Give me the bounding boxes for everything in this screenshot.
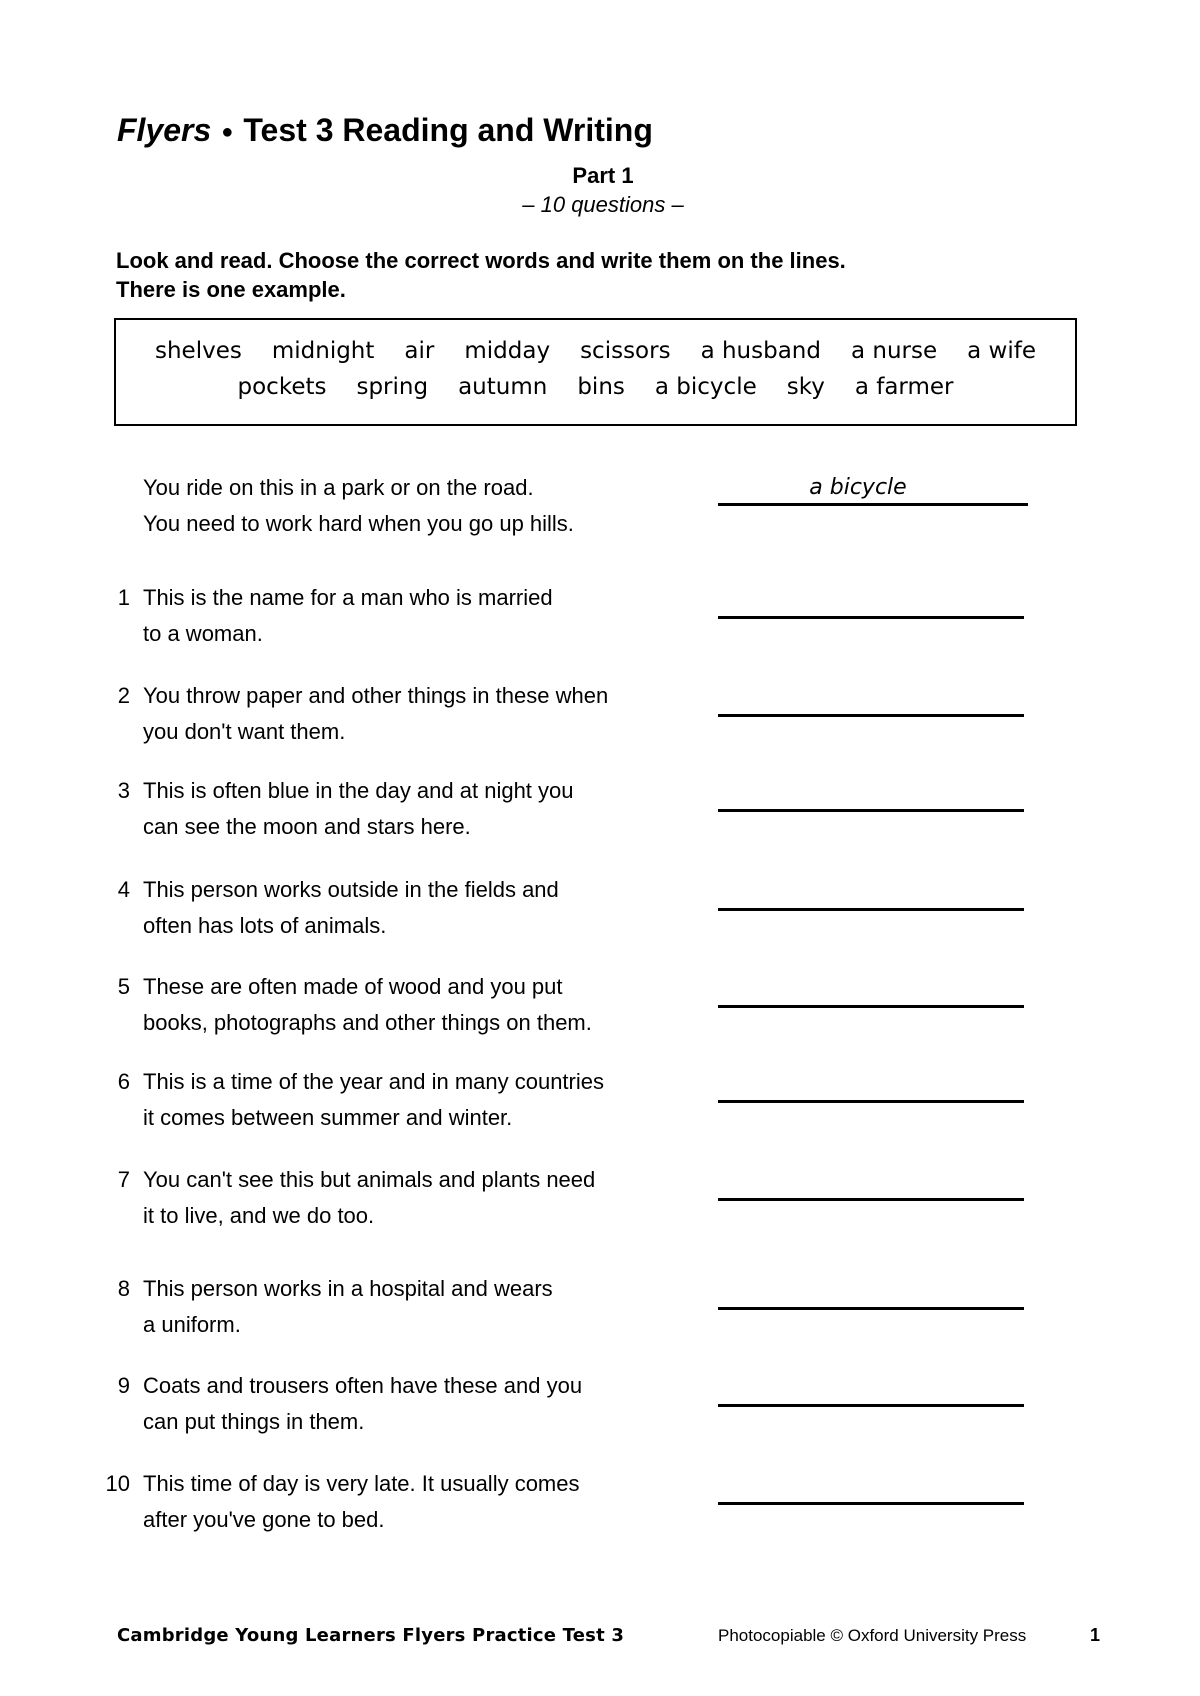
- footer-copyright: Photocopiable © Oxford University Press: [718, 1626, 1027, 1645]
- answer-line-4[interactable]: [718, 872, 1024, 911]
- question-line-1: You can't see this but animals and plants need: [143, 1167, 596, 1192]
- example-line-1: You ride on this in a park or on the road.: [143, 475, 534, 500]
- word-option: a wife: [967, 338, 1036, 364]
- question-line-1: This person works outside in the fields and: [143, 877, 559, 902]
- question-line-2: to a woman.: [143, 621, 263, 646]
- question-line-1: This is often blue in the day and at night you: [143, 778, 574, 803]
- question-number: 6: [117, 1069, 130, 1094]
- question-number: 2: [117, 683, 130, 708]
- word-option: shelves: [154, 338, 242, 364]
- answer-line-8[interactable]: [718, 1271, 1024, 1310]
- answer-line-6[interactable]: [718, 1064, 1024, 1103]
- answer-line-9[interactable]: [718, 1368, 1024, 1407]
- question-number: 7: [117, 1167, 130, 1192]
- word-option: spring: [356, 374, 429, 400]
- word-option: sky: [786, 374, 825, 400]
- question-line-1: This person works in a hospital and wears: [143, 1276, 553, 1301]
- word-option: midnight: [271, 338, 375, 364]
- question-number: 8: [117, 1276, 130, 1301]
- question-line-1: This time of day is very late. It usually comes: [143, 1471, 580, 1496]
- question-line-1: You throw paper and other things in these when: [143, 683, 609, 708]
- word-option: air: [404, 338, 435, 364]
- part-heading: Part 1: [572, 163, 634, 188]
- question-line-2: can see the moon and stars here.: [143, 814, 471, 839]
- question-number: 3: [117, 778, 130, 803]
- word-option: pockets: [237, 374, 327, 400]
- answer-line-3[interactable]: [718, 773, 1024, 812]
- question-number: 9: [117, 1373, 130, 1398]
- question-line-2: a uniform.: [143, 1312, 241, 1337]
- question-number: 1: [117, 585, 130, 610]
- answer-line-7[interactable]: [718, 1162, 1024, 1201]
- question-line-2: books, photographs and other things on them.: [143, 1010, 592, 1035]
- example-line-2: You need to work hard when you go up hills.: [143, 511, 574, 536]
- question-line-1: These are often made of wood and you put: [143, 974, 563, 999]
- question-number: 5: [117, 974, 130, 999]
- question-line-2: it to live, and we do too.: [143, 1203, 375, 1228]
- word-option: bins: [577, 374, 625, 400]
- series-name: Flyers: [117, 112, 212, 148]
- question-number: 10: [105, 1471, 130, 1496]
- answer-line-2[interactable]: [718, 678, 1024, 717]
- footer-title: Cambridge Young Learners Flyers Practice Test 3: [117, 1625, 625, 1646]
- question-line-2: it comes between summer and winter.: [143, 1105, 513, 1130]
- word-option: a nurse: [850, 338, 938, 364]
- question-line-1: This is a time of the year and in many countries: [143, 1069, 604, 1094]
- question-count: – 10 questions –: [522, 192, 684, 217]
- word-box: [114, 318, 1077, 426]
- answer-line-5[interactable]: [718, 969, 1024, 1008]
- answer-line-10[interactable]: [718, 1466, 1024, 1505]
- word-row-2: [116, 374, 1075, 400]
- test-title: Test 3 Reading and Writing: [243, 112, 653, 148]
- word-row-1: [116, 338, 1075, 364]
- word-option: scissors: [580, 338, 671, 364]
- instructions-line-1: Look and read. Choose the correct words and write them on the lines.: [116, 248, 846, 273]
- instructions-line-2: There is one example.: [116, 277, 346, 302]
- question-number: 4: [117, 877, 130, 902]
- page-number: 1: [1090, 1625, 1101, 1645]
- answer-line-1[interactable]: [718, 580, 1024, 619]
- question-line-1: Coats and trousers often have these and you: [143, 1373, 583, 1398]
- question-line-2: you don't want them.: [143, 719, 346, 744]
- word-option: a husband: [700, 338, 821, 364]
- bullet-icon: ●: [221, 121, 234, 144]
- question-line-2: often has lots of animals.: [143, 913, 387, 938]
- question-line-2: after you've gone to bed.: [143, 1507, 385, 1532]
- question-line-1: This is the name for a man who is married: [143, 585, 553, 610]
- word-option: a bicycle: [654, 374, 757, 400]
- example-answer: a bicycle: [718, 470, 1028, 506]
- question-line-2: can put things in them.: [143, 1409, 365, 1434]
- page-title: [117, 112, 653, 149]
- word-option: midday: [464, 338, 551, 364]
- instructions: [116, 246, 1016, 304]
- word-option: autumn: [458, 374, 548, 400]
- word-option: a farmer: [854, 374, 954, 400]
